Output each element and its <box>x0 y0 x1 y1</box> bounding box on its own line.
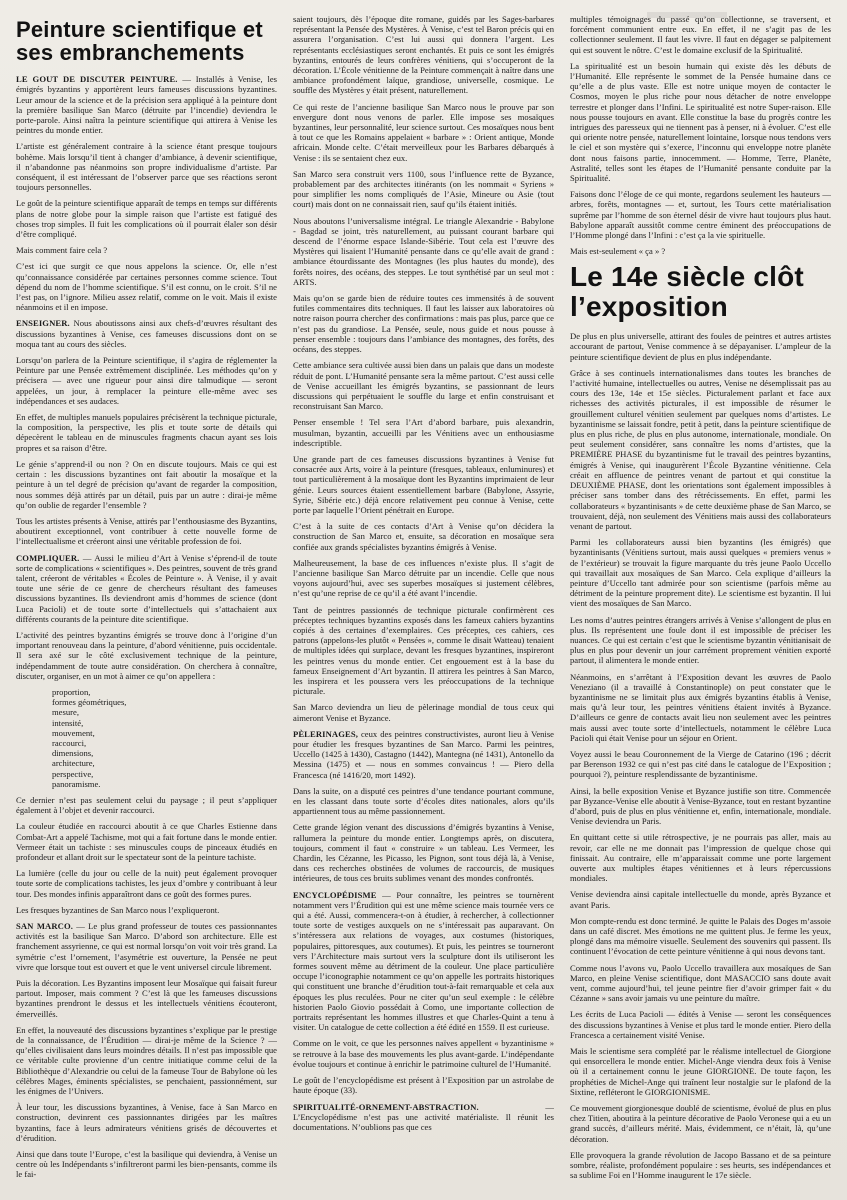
paragraph: Mais comment faire cela ? <box>16 245 108 256</box>
paragraph: L’activité des peintres byzantins émigrés se trouve donc à l’origine d’un important renouveau dans la peinture, d’abord vénitienne, puis occidentale. Il sera axé sur le côté exclusivement technique de la peinture, indépendamment de toute autre considération. On cherchera à connaître, discuter, organiser, en un mot à aimer ce qu’on appellera : <box>16 629 277 681</box>
paragraph: L’artiste est généralement contraire à la science étant presque toujours bohème. Mais lorsqu’il tient à changer d’ambiance, à devenir scientifique, il n’abandonne pas néanmoins son propre individualisme d’artiste. Par conséquent, il est intéressant de l’observer parce que ses réactions seront toujours personnelles. <box>16 141 277 193</box>
paragraph: La lumière (celle du jour ou celle de la nuit) peut également provoquer toute sorte de complications tachistes, les jeux d’ombre y contribuant à leur tour. Des mondes infinis apparaîtront dans ce goût des formes pures. <box>16 868 277 899</box>
paragraph <box>16 921 277 972</box>
paragraph <box>16 74 277 135</box>
paragraph: Mon compte-rendu est donc terminé. Je quitte le Palais des Doges m’assoie dans un café discret. Mes émotions ne me quittent plus. Je ferme les yeux, plongé dans ma mémoire visuelle. Seulement des souvenirs qui passent. Ils continuent l’évocation de cette peinture vénitienne à qui nous devons tant. <box>570 915 831 957</box>
paragraph: Ce qui reste de l’ancienne basilique San Marco nous le prouve par son envergure dont nous venons de parler. Elle impose ses mosaïques byzantines, leur personnalité, leur science surtout. Ces mosaïques nous bent à tout ce que les Romains appelaient « barbare » : Orient antique, Monde africain. Monde celte. C’était merveilleux pour les Barbares débarqués à Venise : ils se sentaient chez eux. <box>293 101 554 163</box>
list-item: proportion, <box>52 686 91 697</box>
paragraph: Ce dernier n’est pas seulement celui du paysage ; il peut s’appliquer également à l’objet et devenir raccourci. <box>16 794 277 816</box>
lead-in: COMPLIQUER. <box>16 552 80 563</box>
paragraph: Mais le scientisme sera complété par le réalisme intellectuel de Giorgione qui ensorcellera le monde entier. Michel-Ange viendra deux fois à Venise où il a certainement connu le jeune GIORGIONE. De toute façon, les prophéties de Michel-Ange qui traînent leur nostalgie sur le plafond de la Sixtine, refléteront le GIORGIONISME. <box>570 1046 831 1097</box>
article-title: Peinture scientifique et ses embranchements <box>16 17 263 66</box>
list-item: mesure, <box>52 707 79 718</box>
list-item: mouvement, <box>52 727 95 738</box>
technique-list <box>52 687 277 789</box>
list-item: perspective, <box>52 768 94 779</box>
paragraph: Venise deviendra ainsi capitale intellectuelle du monde, après Byzance et avant Paris. <box>570 889 831 910</box>
paragraph-text: — Le plus grand professeur de toutes ces passionnantes activités est la basilique San Marco. D’abord son architecture. Elle est franchement assyrienne, ce qui est normal lorsqu’on voit voir très grand. La symétrie c’est l’ornement, l’asymétrie est ouverture, la Pensée ne peut vivre que lorsque tout est ouvert et que le vent universel circule librement. <box>16 921 277 972</box>
paragraph: Néanmoins, en s’arrêtant à l’Exposition devant les œuvres de Paolo Veneziano (il a travaillé à Constantinople) on peut constater que le byzantinisme ne se limitait plus aux émigrés byzantins établis à Venise, mais qu’à leur tour, les peintres vénitiens étaient invités à Byzance. D’ailleurs ce genre de contacts avait lieu non seulement avec les peintres mais aussi avec toute sorte d’intellectuels, notamment le célèbre Luca Pacioli qui était Venise pour un séjour en Orient. <box>570 671 831 743</box>
lead-in: SAN MARCO. <box>16 921 74 932</box>
paragraph-text: — L’Encyclopédisme n’est pas une activité matérialiste. Il réunit les documentations. N’oublions pas que ces <box>293 1101 554 1132</box>
paragraph: Faisons donc l’éloge de ce qui monte, regardons seulement les hauteurs — arbres, forêts, montagnes — et, surtout, les Tours cette matérialisation suprême par l’homme de son éternel désir de vivre haut toujours plus haut. Babylone apparaît aussitôt comme centre éminent des préoccupations de l’Homme plongé dans l’Infini : c’est ça la vie spirituelle. <box>570 189 831 241</box>
paragraph: Malheureusement, la base de ces influences n’existe plus. Il s’agit de l’ancienne basilique San Marco détruite par un incendie. Celle que nous voyons aujourd’hui, avec ses superbes mosaïques si justement célèbres, n’est qu’une reprise de ce qu’il a été avant l’incendie. <box>293 557 554 599</box>
paragraph: Tant de peintres passionnés de technique picturale confirmèrent ces préceptes techniques byzantins exposés dans les fameux cahiers byzantins copiés à des certaines d’exemplaires. Ces préceptes, ces cahiers, ces patrons (appelons-les plutôt « Pensées », comme le disait Watteau) tenaient de multiples idées qui surplace, devant les fresques byzantines, inspireront les peintres venus du monde entier. Cet engouement est à la base du fameux Enseignement d’Art byzantin. Il attirera les peintres à San Marco, les inspirera et les poussera vers les préoccupations de la technique picturale. <box>293 604 554 697</box>
lead-in: SPIRITUALITÉ-ORNEMENT-ABSTRACTION. <box>293 1101 479 1112</box>
paragraph: Ainsi, la belle exposition Venise et Byzance justifie son titre. Commencée par Byzance-Venise elle aboutit à Venise-Byzance, tout en restant byzantine d’abord, puis de plus en plus vénitienne et, enfin, internationale, mondiale. Venise deviendra un Paris. <box>570 785 831 827</box>
section-title: Le 14e siècle clôt l’exposition <box>570 261 804 322</box>
paragraph: En effet, de multiples manuels populaires précisèrent la technique picturale, la composition, la perspective, les plis et toute sorte de détails qui dépecèrent le tableau en de minuscules fragments chacun ayant ses lois propres et sa raison d’être. <box>16 412 277 453</box>
article-columns <box>16 14 831 1190</box>
paragraph: Penser ensemble ! Tel sera l’Art d’abord barbare, puis alexandrin, musulman, byzantin, accueilli par les Vénitiens avec un enthousiasme indescriptible. <box>293 417 554 448</box>
paragraph: Voyez aussi le beau Couronnement de la Vierge de Catarino (196 ; décrit par Berenson 1932 ce qui n’est pas cité dans le catalogue de l’Exposition ; pourquoi ?), peinture resplendissante de byzantinisme. <box>570 748 831 780</box>
paragraph <box>293 1102 554 1133</box>
paragraph: Mais qu’on se garde bien de réduire toutes ces immensités à de souvent futiles commentaires dits techniques. Il faut les laisser aux laboratoires où notre raison pourra chercher des confirmations : mais pas plus, parce que ce n’est pas du grandiose. La Pensée, seule, nous guide et nous pousse à penser ensemble : toujours dans l’ambiance des montagnes, des forêts, des océans, des steppes. <box>293 293 554 355</box>
paragraph: Une grande part de ces fameuses discussions byzantines à Venise fut consacrée aux Arts, voire à la peinture (fresques, tableaux, enluminures) et tout particulièrement à la mosaïque dont les Byzantins imprimaient de leur génie. Leurs sources étaient essentiellement barbare (Babylone, Assyrie, Syrie, Sibérie etc.) déjà encore relativement peu connue à Venise, cette porte par laquelle l’Orient pénétrait en Europe. <box>293 453 554 515</box>
paragraph: Le goût de la peinture scientifique apparaît de temps en temps sur différents plans de notre globe pour la simple raison que l’artiste est fatigué des choses trop simples. Il fuit les complications où il pourrait élaler son désir d’être compliqué. <box>16 198 277 240</box>
paragraph-text: — Aussi le milieu d’Art à Venise s’éprend-il de toute sorte de complications « scientifiques ». Des peintres, souvent de très grand talent, créeront de véritables « Écoles de Peinture ». À Venise, il y avait toute une série de ce genre de chercheurs résultant des fameuses discussions byzantines. Ils deviendront amis d’hommes de science (dont Luca Pacioli) et de toute sorte d’intellectuels qui s’attachaient aux différents courants de la peinture dite scientifique. <box>16 552 277 624</box>
paragraph: San Marco deviendra un lieu de pèlerinage mondial de tous ceux qui aimeront Venise et Byzance. <box>293 702 554 723</box>
lead-in: ENSEIGNER. <box>16 318 70 329</box>
paragraph: Puis la décoration. Les Byzantins imposent leur Mosaïque qui faisait fureur partout. Imposer, mais comment ? C’est là que les fameuses discussions byzantines prendront le dessus et les intellectuels vénitiens écouteront, émerveillés. <box>16 978 277 1019</box>
paragraph: À leur tour, les discussions byzantines, à Venise, face à San Marco en construction, devinrent ces passionnantes dirigées par les maîtres byzantins, face à leurs admirateurs vénitiens grisés de découvertes et d’érudition. <box>16 1102 277 1143</box>
paragraph: Mais est-seulement « ça » ? <box>570 246 666 257</box>
paragraph: Cette grande légion venant des discussions d’émigrés byzantins à Venise, rallumera la peinture du monde entier. Longtemps après, on discutera, toujours, comment il faut « construire » un tableau. Les Vermeer, les Chardin, les Cézanne, les Picasso, les Pignon, sont tous déjà là, à Venise, dans ces recherches obstinées de volumes de raccourcis, de musiques intérieures, de tous ces bruits sublimes venant des mondes confrontés. <box>293 822 554 884</box>
paragraph-text: — Installés à Venise, les émigrés byzantins y apportèrent leurs fameuses discussions byzantines. Leur amour de la science et de la précision sera appliqué à la peinture dont la première basilique San Marco (détruite par l’incendie) deviendra le porte-parole. Ainsi naîtra la peinture scientifique qui attirera à Venise les peintres du monde entier. <box>16 74 277 136</box>
paragraph: Lorsqu’on parlera de la Peinture scientifique, il s’agira de réglementer la Peinture par une Pensée extrêmement disciplinée. Les méthodes qu’on y précisera — avec une rigueur pour ainsi dire talmudique — seront appelées, un jour, à remplacer la peinture elle-même avec ses indépendances et ses audaces. <box>16 355 277 406</box>
paragraph: Les noms d’autres peintres étrangers arrivés à Venise s’allongent de plus en plus. Ils représentent une foule dont il est impossible de préciser les nuances. Ce qui est certain c’est que le scientisme byzantin vénitianisait de plus en plus pour devenir un jour carrément proprement vénitien exporté partout, il alimentera le monde entier. <box>570 614 831 666</box>
paragraph: C’est à la suite de ces contacts d’Art à Venise qu’on décidera la construction de San Marco et, ensuite, sa décoration en mosaïque sera confiée aux grands spécialistes byzantins émigrés à Venise. <box>293 521 554 552</box>
paragraph: Les écrits de Luca Pacioli — édités à Venise — seront les conséquences des discussions byzantines à Venise et plus tard le monde entier. Piero della Francesca a certainement visité Venise. <box>570 1009 831 1040</box>
paragraph: En effet, la nouveauté des discussions byzantines s’explique par le prestige de la connaissance, de l’Érudition — dirai-je même de la Science ? — qu’elles civilisaient dans leurs moindres détails. Il n’est pas impossible que ce véritable culte provienne d’un centre initiatique comme celui de la Bibliothèque d’Alexandrie ou celui de la fameuse Tour de Babylone où les célèbres Mages, éminents spécialistes, se penchaient, passionnément, sur les énigmes de l’Univers. <box>16 1024 277 1097</box>
paragraph <box>293 890 554 1033</box>
paragraph: Grâce à ses continuels internationalismes dans toutes les branches de l’activité humaine, intellectuelles ou autres, Venise ne désemplissait pas au cours des 13e, 14e et 15e siècles. Picturalement parlant et face aux richesses des activités picturales, il est impossible de résumer le grouillement culturel vénitien seulement par quelques noms d’artistes. Le byzantinisme se laissait fondre, petit à petit, dans la peinture scientifique de plus en plus riche, de plus en plus autonome, internationale, mondiale. On peut seulement considérer, sans connaître les noms d’artistes, que la PREMIÈRE PHASE du byzantinisme fut le travail des peintres byzantins, émigrés à Venise, qui inaugurèrent l’École Byzantine vénitienne. Cela créait en affluence de peintres venant de partout et qui constitue la DEUXIÈME PHASE, dont les orientations sont également impossibles à préciser sans tomber dans des rétrécissements. En effet, parmi les collaborateurs « byzantinisants » de cette deuxième phase de San Marco, se trouvaient, déjà, non seulement des Vénitiens mais aussi des collaborateurs venant de partout. <box>570 367 831 531</box>
column-2 <box>293 14 554 1190</box>
paragraph <box>16 318 277 349</box>
paragraph: Comme nous l’avons vu, Paolo Uccello travaillera aux mosaïques de San Marco, en pleine Venise scientifique, dont MASACCIO sans doute avait vent, comme aujourd’hui, tel jeune peintre fier d’avoir grimper fait « du Cézanne » sans avoir jamais vu une peinture du maître. <box>570 962 831 1004</box>
paragraph: De plus en plus universelle, attirant des foules de peintres et autres artistes accourant de partout, Venise commence à se dépayaniser. L’ampleur de la peinture scientifique devient de plus en plus indépendante. <box>570 331 831 362</box>
lead-in: LE GOUT DE DISCUTER PEINTURE. <box>16 74 178 85</box>
paragraph: Elle provoquera la grande révolution de Jacopo Bassano et de sa peinture sombre, réaliste, profondément populaire : ses heurts, ses indépendances et sa sublime Foi en l’Homme inaugurent le 17e siècle. <box>570 1149 831 1181</box>
paragraph: Le goût de l’encyclopédisme est présent à l’Exposition par un astrolabe de haute époque (33). <box>293 1075 554 1096</box>
paragraph <box>16 553 277 624</box>
list-item: architecture, <box>52 758 95 769</box>
list-item: raccourci, <box>52 737 87 748</box>
lead-in: ENCYCLOPÉDISME <box>293 889 377 900</box>
paragraph: Tous les artistes présents à Venise, attirés par l’enthousiasme des Byzantins, aboutirent exceptionnel, vont contribuer à cette nouvelle forme de l’intellectualisme et créeront ainsi une véritable profession de foi. <box>16 515 277 547</box>
paragraph: En quittant cette si utile rétrospective, je ne pourrais pas aller, mais au revoir, car elle ne me donnait pas l’impression de quelque chose qui finissait. Au contraire, elle m’apparaissait comme une porte largement ouverte aux multiples étapes vénitiennes et à leurs répercussions mondiales. <box>570 832 831 884</box>
paragraph: multiples témoignages du passé qu’on collectionne, se traversent, et forcément communient entre eux. En effet, il ne s’agit pas de les collectionner seulement. Il faut les vivre. Il faut en dégager se palpitement qui est souvent le nôtre. C’est le domaine exclusif de la Spiritualité. <box>570 14 831 55</box>
paragraph-text: ceux des peintres constructivistes, auront lieu à Venise pour étudier les fresques byzantines de San Marco. Parmi les peintres, Uccello (1425 à 1430), Castagno (1442), Mantegna (né 1431), Antonello da Messina (1475) et — nous en sommes convaincus ! — Piero della Francesca (né 1416/20, mort 1492). <box>293 728 554 780</box>
paragraph: C’est ici que surgit ce que nous appelons la science. Or, elle n’est qu’connaissance considérée par certaines personnes comme science. Tout dépend du nom de l’homme scientifique. S’il est connu, on le croit. S’il ne l’est pas, on l’ignore. Milieu assez relatif, comme on le voit. Mais il existe néanmoins et il en impose. <box>16 261 277 313</box>
paragraph-text: Nous aboutissons ainsi aux chefs-d’œuvres résultant des discussions byzantines à Venise, ces fameuses discussions dont on se moqua tant au cours des siècles. <box>16 318 277 349</box>
paragraph: San Marco sera construit vers 1100, sous l’influence rette de Byzance, probablement par des architectes itinérants (on les nommait « Syriens » pour simplifier les noms compliqués de l’Asie, Mineure ou Asie (tout court) mais dont on ne connaissait rien, sauf qu’ils étaient initiés. <box>293 168 554 210</box>
list-item: intensité, <box>52 717 84 728</box>
paragraph: saient toujours, dès l’époque dite romane, guidés par les Sages-barbares représentant la Pensée des Mystères. À Venise, c’est tel Baron précis qui en assurera l’organisation. C’est lui aussi qui donnera l’argent. Les représentants ecclésiastiques seront enchantés. Et puis ce sont les émigrés byzantins, entourés de leurs confrères vénitiens, qui s’occuperont de la décoration. L’École vénitienne de la Peinture commençait à naître dans une ambiance profondément laïque, grandiose, universelle, cosmique. Le souffle des Mystères y était présent, naturellement. <box>293 14 554 96</box>
paragraph-text: — Pour connaître, les peintres se tournèrent notamment vers l’Érudition qui est une même science mais tournée vers ce qui a été. Aussi, commencera-t-on à étudier, à rechercher, à collectionner toute sorte de vestiges auxquels on ne s’intéressait pas auparavant. On s’intéressera aux relations de voyages, aux costumes (historiques, populaires, pittoresques, aux coutumes). Et puis, les peintres se tourneront vers l’Architecture mais surtout vers la sculpture dont ils utiliseront les formes souvent même au détriment de la couleur. Une place particulière occupe l’iconographie notamment ce qu’on appelle les portraits historiques qui constituent une branche d’érudition tout-à-fait remarquable et cela aux époques les plus reculées. Pour ne citer qu’un seul exemple : le célèbre historien Paolo Giovio possédait à Como, une importante collection de portraits représentant les hommes illustres et que Charles-Quint a tenu à visiter. Un catalogue de cette collection a été édité en 1559. Il est curieuse. <box>293 889 554 1033</box>
paragraph: Les fresques byzantines de San Marco nous l’expliqueront. <box>16 904 220 915</box>
paragraph: Cette ambiance sera cultivée aussi bien dans un palais que dans un modeste réduit de pont. L’Humanité pensante sera la même partout. C’est aussi celle de Venise accueillant les émigrés byzantins, se passionnant de leurs discussions qui perpétuaient le souffle du large et enfin construisant et reconstruisant San Marco. <box>293 360 554 412</box>
paragraph: La spiritualité est un besoin humain qui existe dès les débuts de l’Humanité. Elle représente le sommet de la Pensée humaine dans ce qu’elle a de plus vaste. Elle est notre unique moyen de contacter le Cosmos, moyen le plus riche pour nous détacher de notre enveloppe terrestre et plonger dans l’Infini. Le spiritualité est notre Super-raison. Elle nous pousse toujours en avant. Elle constitue la base du progrès contre les intrigues des paresseux qui ne tiennent pas à penser, ni à évoluer. C’est elle qui oriente notre pensée, naturellement lointaine, lorsque nous tendons vers le ciel et son mystère qui s’exerce, l’inconnu qui enveloppe notre planète dont nous faisons partie, innocemment. — Homme, Terre, Planète, Astralité, telles sont les étapes de l’Humanité pensante conduite par la Spiritualité. <box>570 60 831 184</box>
paragraph: Parmi les collaborateurs aussi bien byzantins (les émigrés) que byzantinisants (Vénitiens surtout, mais aussi quelques « premiers venus » de l’extérieur) se trouvait la figure marquante du très jeune Paolo Uccello qui travaillait aux mosaïques de San Marco. Cela explique d’ailleurs la peinture d’Uccello tant admirée pour son scientisme (parfois même au détriment de la peinture proprement dite). Le scientisme est byzantin. Il lui vient des mosaïques de San Marco. <box>570 537 831 609</box>
paragraph: La couleur étudiée en raccourci aboutit à ce que Charles Estienne dans Combat-Art a appelé Tachisme, mot qui a fait fortune dans le monde entier. Vermeer était un tachiste : ses minuscules coups de pinceaux étudiés en profondeur et allant droit sur le spectateur sont de la peinture tachiste. <box>16 821 277 862</box>
list-item: panoramisme. <box>52 778 101 789</box>
paragraph: Ainsi que dans toute l’Europe, c’est la basilique qui deviendra, à Venise un centre où les Indépendants s’infiltreront parmi les bien-pensants, comme ils le fai- <box>16 1149 277 1180</box>
column-1 <box>16 14 277 1190</box>
paragraph: Comme on le voit, ce que les personnes naïves appellent « byzantinisme » se retrouve à la base des mouvements les plus avant-garde. L’indépendante évolue toujours et continue à enrichir le patrimoine culturel de l’Humanité. <box>293 1038 554 1069</box>
paragraph: Ce mouvement giorgionesque doublé de scientisme, évolué de plus en plus chez Titien, aboutira à la peinture décorative de Paolo Veronese qui a eu un grand succès, d’ailleurs mérité. Mais, évidemment, ce n’était, là, qu’une décoration. <box>570 1103 831 1144</box>
list-item: formes géométriques, <box>52 697 127 708</box>
paragraph <box>293 729 554 780</box>
column-3 <box>570 14 831 1190</box>
paragraph: Le génie s’apprend-il ou non ? On en discute toujours. Mais ce qui est certain : les discussions byzantines ont fait aboutir la mosaïque et la peinture à un tel degré de précision qu’avant de regarder la composition, nous sommes déjà attirés par un détail, puis par un autre : dirai-je même qu’on oublie de regarder l’ensemble ? <box>16 458 277 510</box>
lead-in: PÈLERINAGES, <box>293 728 358 739</box>
list-item: dimensions, <box>52 748 94 759</box>
paragraph: Dans la suite, on a disputé ces peintres d’une tendance pourtant commune, en les classant dans toute sorte d’écoles dites nationales, alors qu’ils appartiennent tous au même passionnement. <box>293 785 554 817</box>
paragraph: Nous aboutons l’universalisme intégral. Le triangle Alexandrie - Babylone - Bagdad se joint, très naturellement, au puissant courant barbare qui descend de l’énorme espace Islande-Sibérie. Tout cela est l’œuvre des Mystères qui lisaient l’Humanité pensante dans ce qu’elle avait de grand : ambiance étourdissante des Montagnes (les plus hautes du monde), des forêts noires, des océans, des steppes. Le tout synthétisé par un seul mot : ARTS. <box>293 215 554 287</box>
